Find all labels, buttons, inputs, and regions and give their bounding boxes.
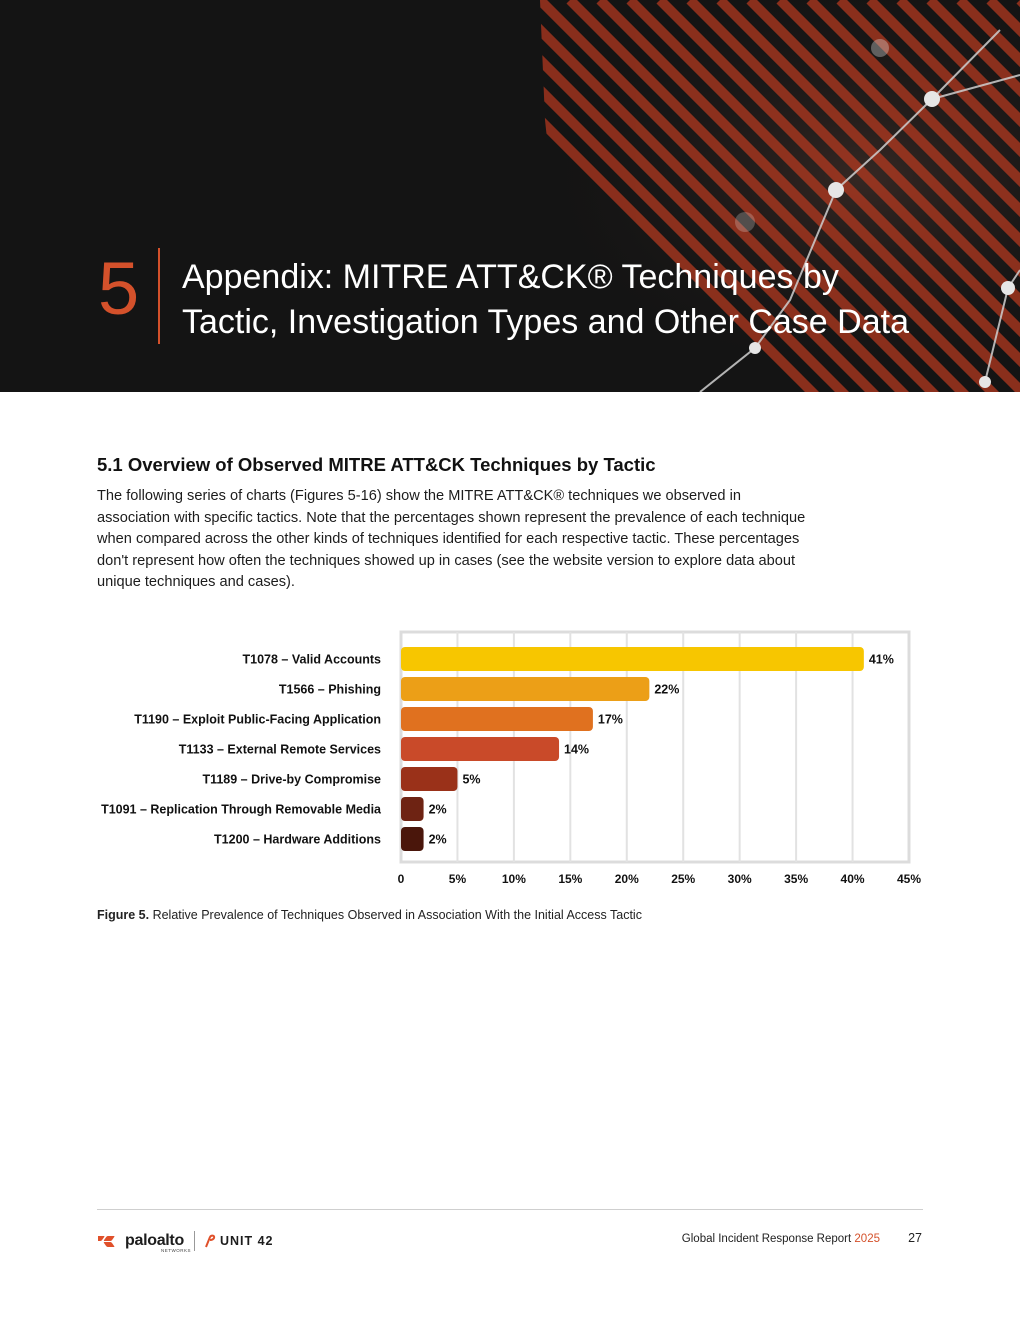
bar-category-label: T1190 – Exploit Public-Facing Application xyxy=(134,712,381,727)
bar-category-label: T1566 – Phishing xyxy=(278,682,381,697)
footer-report-name: Global Incident Response Report xyxy=(681,1233,855,1245)
x-tick-label: 20% xyxy=(614,872,639,886)
section-paragraph: The following series of charts (Figures 5-16) show the MITRE ATT&CK® techniques we observed in association with specific tactics. Note that the percentages shown represent the prevalence of each technique when compared across the other kinds of techniques identified for each respective tactic. These percentages don't represent how often the techniques showed up in cases (see the website version to explore data about unique techniques and cases). xyxy=(97,488,806,590)
x-tick-label: 10% xyxy=(501,872,526,886)
x-tick-label: 40% xyxy=(840,872,865,886)
x-tick-label: 0 xyxy=(397,872,405,886)
x-tick-label: 15% xyxy=(558,872,583,886)
bar-value-label: 17% xyxy=(597,712,623,727)
bar xyxy=(401,677,649,701)
x-tick-label: 35% xyxy=(784,872,809,886)
bar-category-label: T1078 – Valid Accounts xyxy=(242,652,381,667)
chapter-banner xyxy=(0,0,1020,392)
footer-report-year: 2025 xyxy=(854,1233,880,1245)
unit42-logo-icon xyxy=(204,1234,216,1248)
bar-value-label: 41% xyxy=(868,652,894,667)
bar xyxy=(401,647,864,671)
bar-value-label: 22% xyxy=(654,682,680,697)
x-tick-label: 5% xyxy=(448,872,467,886)
bar-category-label: T1189 – Drive-by Compromise xyxy=(202,772,381,787)
bar xyxy=(401,827,424,851)
footer-report-title xyxy=(682,1233,880,1245)
section-heading: 5.1 Overview of Observed MITRE ATT&CK Techniques by Tactic xyxy=(97,454,656,475)
footer-divider xyxy=(97,1209,923,1210)
technique-bar-chart xyxy=(0,620,1020,890)
x-tick-label: 30% xyxy=(727,872,752,886)
paloalto-logo-icon xyxy=(98,1233,122,1249)
bar-value-label: 2% xyxy=(428,802,447,817)
paloalto-subtext: NETWORKS xyxy=(161,1248,192,1253)
chapter-title xyxy=(182,255,982,345)
paloalto-wordmark: paloalto xyxy=(125,1232,184,1249)
chapter-divider xyxy=(158,248,160,344)
bar-category-label: T1133 – External Remote Services xyxy=(178,742,381,757)
x-tick-label: 45% xyxy=(896,872,922,886)
chart-svg xyxy=(0,620,1020,890)
chapter-number: 5 xyxy=(98,247,140,330)
bar-value-label: 5% xyxy=(462,772,481,787)
bar-value-label: 14% xyxy=(564,742,590,757)
bar xyxy=(401,797,424,821)
bar-category-label: T1091 – Replication Through Removable Media xyxy=(101,802,381,817)
bar xyxy=(401,767,457,791)
footer-logo xyxy=(98,1229,273,1253)
x-tick-label: 25% xyxy=(671,872,696,886)
figure-caption xyxy=(97,908,642,922)
figure-caption-label: Figure 5. xyxy=(97,908,150,922)
bar xyxy=(401,707,593,731)
chapter-title-line1: Appendix: MITRE ATT&CK® Techniques by xyxy=(182,258,839,296)
figure-caption-text: Relative Prevalence of Techniques Observed in Association With the Initial Access Tactic xyxy=(149,908,642,922)
page-number: 27 xyxy=(908,1231,922,1245)
bar xyxy=(401,737,559,761)
unit42-wordmark: UNIT 42 xyxy=(219,1234,274,1248)
bar-category-label: T1200 – Hardware Additions xyxy=(214,832,381,847)
chapter-title-line2: Tactic, Investigation Types and Other Case Data xyxy=(182,303,909,341)
logo-separator xyxy=(194,1231,195,1251)
bar-value-label: 2% xyxy=(428,832,447,847)
